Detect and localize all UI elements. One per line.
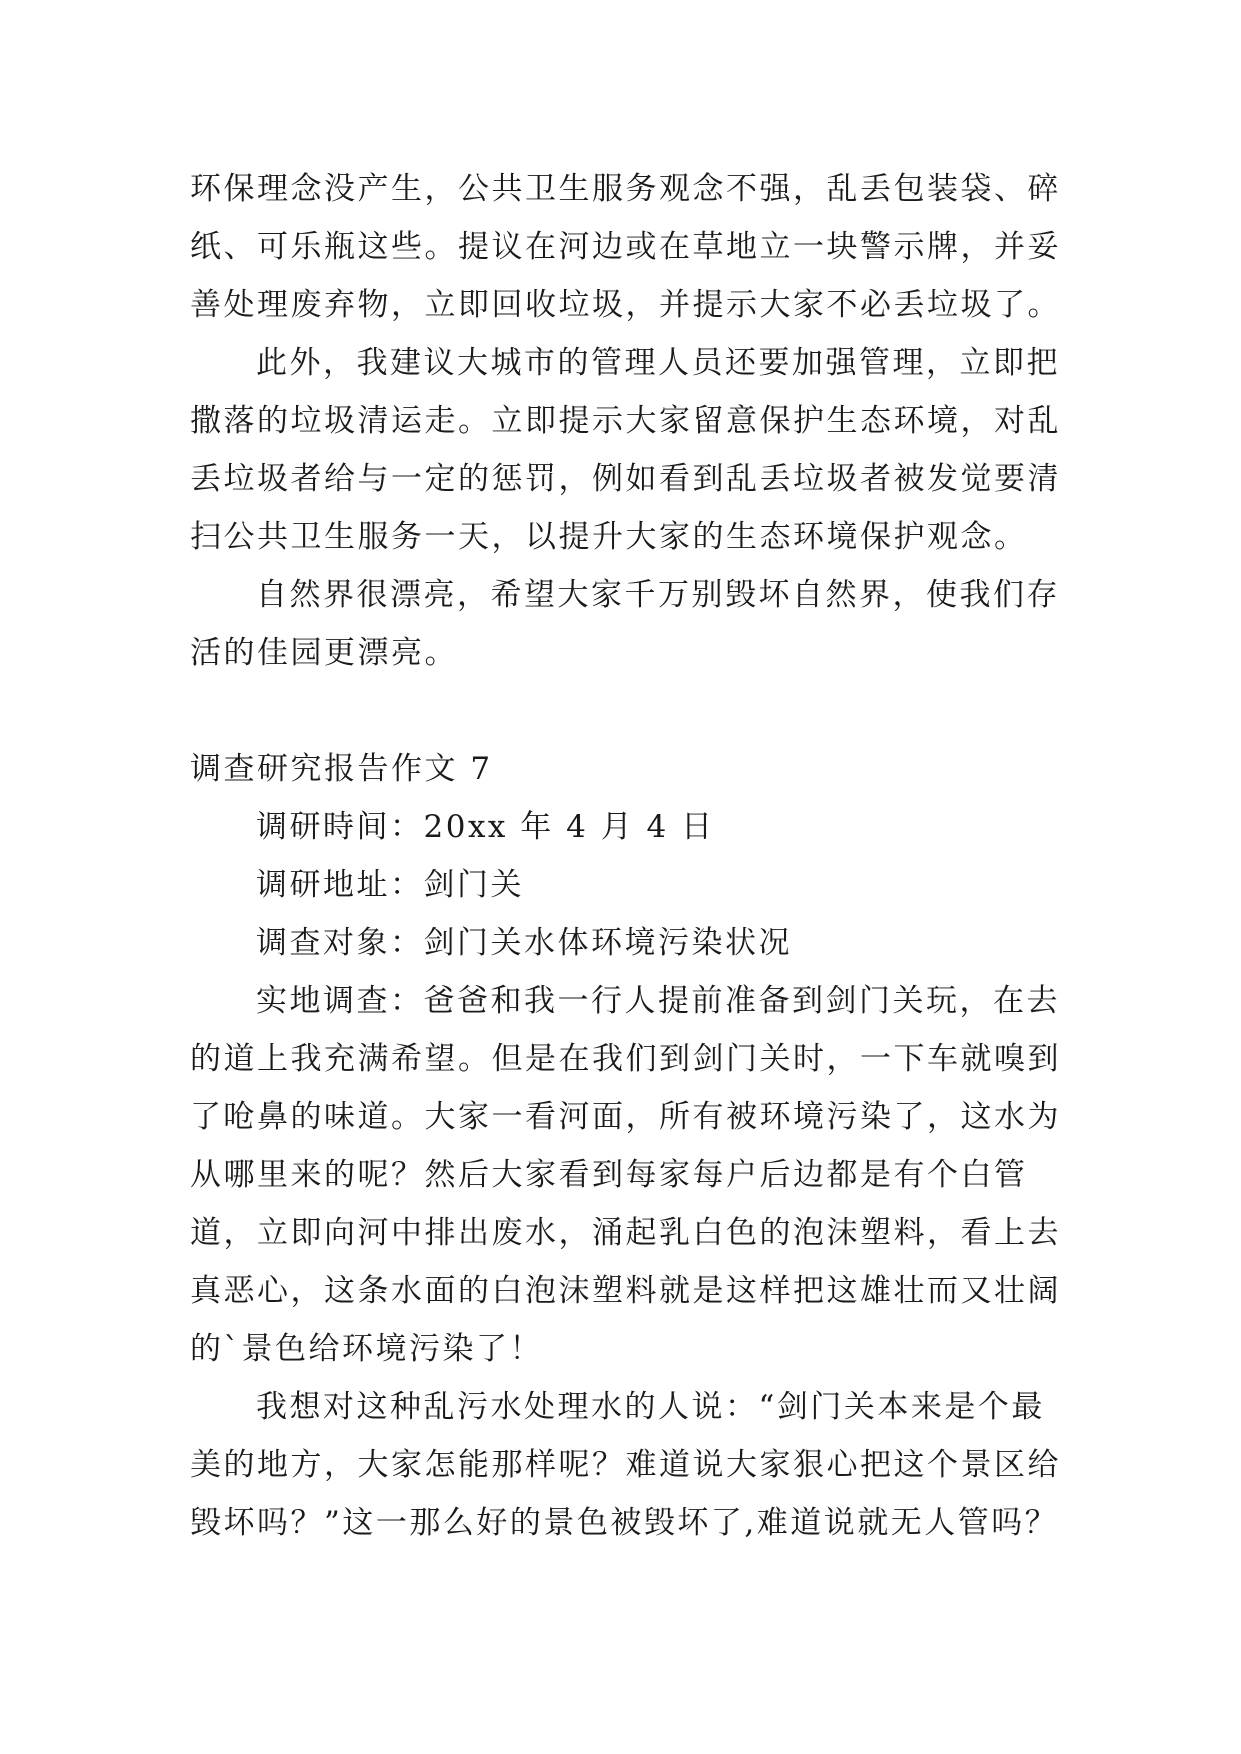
document-page	[190, 160, 1060, 1552]
text-line: 调研地址：剑门关	[256, 867, 524, 903]
text-line: 真恶心，这条水面的白泡沫塑料就是这样把这雄壮而又壮阔	[190, 1273, 1061, 1309]
text-line: 的道上我充满希望。但是在我们到剑门关时，一下车就嗅到	[190, 1041, 1061, 1077]
text-line: 扫公共卫生服务一天，以提升大家的生态环境保护观念。	[190, 519, 1028, 555]
text-line: 纸、可乐瓶这些。提议在河边或在草地立一块警示牌，并妥	[190, 229, 1061, 265]
text-line: 丢垃圾者给与一定的惩罚，例如看到乱丢垃圾者被发觉要清	[190, 461, 1061, 497]
text-line: 了呛鼻的味道。大家一看河面，所有被环境污染了，这水为	[190, 1099, 1061, 1135]
text-line: 善处理废弃物，立即回收垃圾，并提示大家不必丢垃圾了。	[190, 287, 1061, 323]
text-line: 道，立即向河中排出废水，涌起乳白色的泡沫塑料，看上去	[190, 1215, 1061, 1251]
text-line: 调查对象：剑门关水体环境污染状况	[256, 925, 792, 961]
paragraph-gap	[190, 682, 1060, 740]
text-line: 调研時间：20xx 年 4 月 4 日	[256, 809, 715, 845]
text-line: 从哪里来的呢？然后大家看到每家每户后边都是有个白管	[190, 1157, 1028, 1193]
text-line: 自然界很漂亮，希望大家千万别毁坏自然界，使我们存	[256, 577, 1060, 613]
text-line: 美的地方，大家怎能那样呢？难道说大家狠心把这个景区给	[190, 1447, 1061, 1483]
text-line: 撒落的垃圾清运走。立即提示大家留意保护生态环境，对乱	[190, 403, 1061, 439]
section-title: 调查研究报告作文 7	[190, 751, 493, 787]
text-line: 实地调查：爸爸和我一行人提前准备到剑门关玩，在去	[256, 983, 1060, 1019]
text-line: 的`景色给环境污染了！	[190, 1331, 543, 1367]
text-line: 此外，我建议大城市的管理人员还要加强管理，立即把	[256, 345, 1060, 381]
text-line: 环保理念没产生，公共卫生服务观念不强，乱丢包装袋、碎	[190, 171, 1061, 207]
text-line: 毁坏吗？”这一那么好的景色被毁坏了,难道说就无人管吗？	[190, 1505, 1059, 1541]
paragraphs-part2	[190, 798, 1060, 1552]
text-line: 我想对这种乱污水处理水的人说：“剑门关本来是个最	[256, 1389, 1045, 1425]
paragraphs-part1	[190, 160, 1060, 682]
text-line: 活的佳园更漂亮。	[190, 635, 458, 671]
